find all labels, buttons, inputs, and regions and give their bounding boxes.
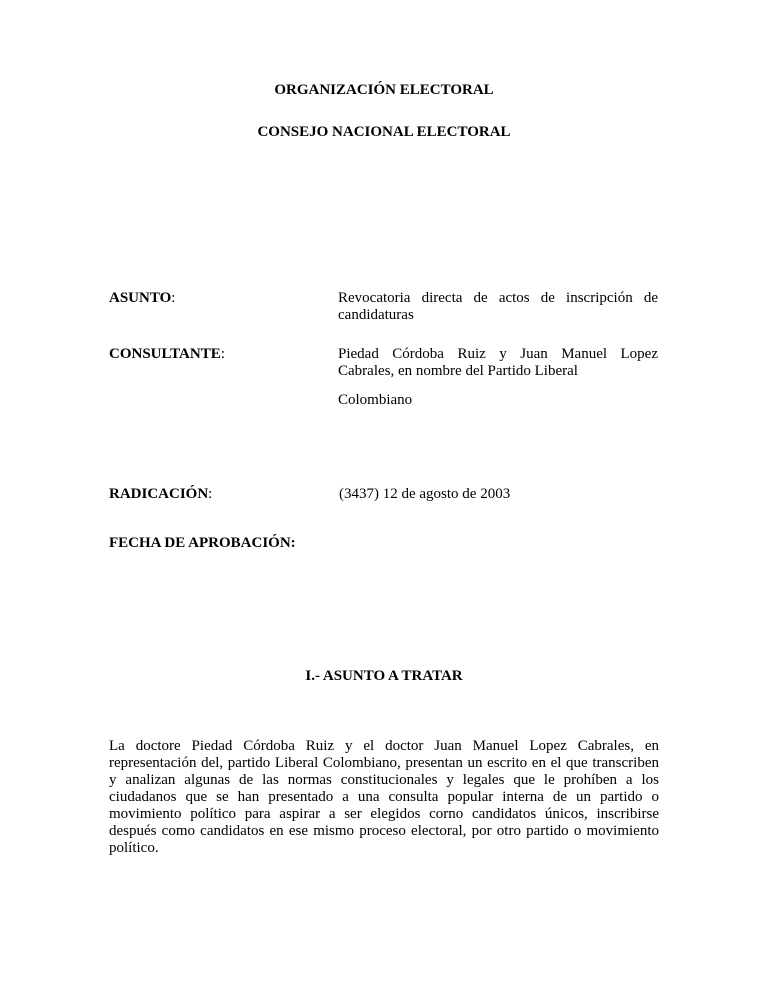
consultante-label <box>109 346 225 363</box>
consultante-label-colon: : <box>220 346 225 362</box>
asunto-value: Revocatoria directa de actos de inscripción de candidaturas <box>338 290 658 323</box>
consultante-value: Piedad Córdoba Ruiz y Juan Manuel Lopez Cabrales, en nombre del Partido Liberal <box>338 346 658 379</box>
council-heading: CONSEJO NACIONAL ELECTORAL <box>257 124 511 140</box>
section-paragraph: La doctore Piedad Córdoba Ruiz y el doctor Juan Manuel Lopez Cabrales, en representación del, partido Liberal Colombiano, presentan un escrito en el que transcriben y analizan algunas de las normas constitucionales y legales que le prohíben a los ciudadanos que se han presentado a una consulta popular interna de un partido o movimiento político para aspirar a ser elegidos corno candidatos únicos, inscribirse después como candidatos en ese mismo proceso electoral, por otro partido o movimiento político. <box>109 738 659 856</box>
asunto-label-text: ASUNTO <box>109 290 172 306</box>
section-title: I.- ASUNTO A TRATAR <box>305 668 463 684</box>
radicacion-value: (3437) 12 de agosto de 2003 <box>339 486 511 502</box>
radicacion-label <box>109 486 212 503</box>
consultante-label-text: CONSULTANTE <box>109 346 221 362</box>
radicacion-label-colon: : <box>208 486 213 502</box>
organization-heading: ORGANIZACIÓN ELECTORAL <box>274 82 494 98</box>
fecha-aprobacion-label: FECHA DE APROBACIÓN: <box>109 535 296 551</box>
consultante-value-continued: Colombiano <box>338 392 413 408</box>
asunto-label <box>109 290 175 307</box>
radicacion-label-text: RADICACIÓN <box>109 486 209 502</box>
asunto-label-colon: : <box>171 290 176 306</box>
